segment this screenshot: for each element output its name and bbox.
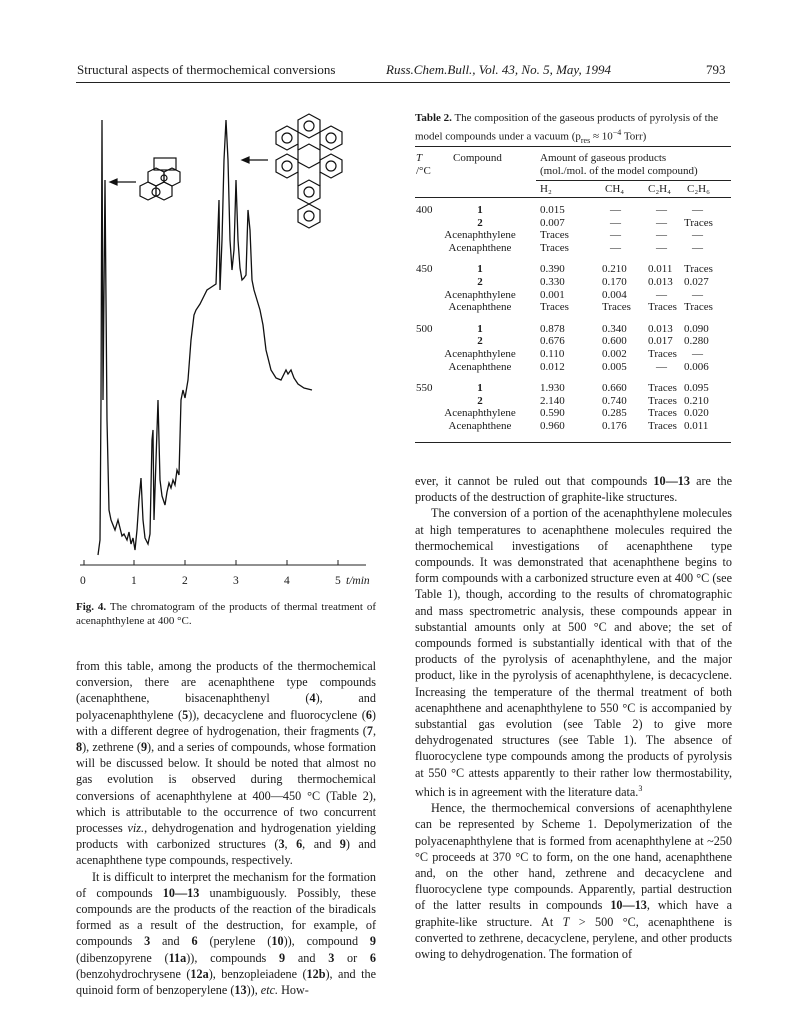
table-cell: — xyxy=(692,288,703,301)
table-head-t: T xyxy=(416,152,423,164)
table-caption xyxy=(415,112,735,147)
table-bottom-rule xyxy=(415,442,731,443)
tick-label: 4 xyxy=(284,575,290,587)
table-cell: 0.015 xyxy=(540,204,565,216)
table-gas-header: C₂H₆ xyxy=(687,183,710,195)
table-cell: 0.330 xyxy=(540,276,565,288)
table-cell: Traces xyxy=(540,229,569,242)
table-cell: 0.012 xyxy=(540,360,565,373)
table-compound: Acenaphthene xyxy=(448,420,512,432)
table-compound: Acenaphthylene xyxy=(444,229,516,242)
table-cell: Traces xyxy=(648,301,677,314)
table-cell: 2.140 xyxy=(540,394,565,407)
table-cell: — xyxy=(656,229,667,242)
table-gas-header: H₂ xyxy=(540,183,552,195)
table-temperature: 400 xyxy=(416,204,433,216)
table-cell: — xyxy=(692,204,703,216)
table-cell: 0.013 xyxy=(648,276,673,288)
table-cell: 0.340 xyxy=(602,322,627,335)
table-cell: Traces xyxy=(540,241,569,254)
table-cell: 0.004 xyxy=(602,288,627,301)
table-compound: 2 xyxy=(477,276,483,288)
table-cell: 0.285 xyxy=(602,407,627,420)
table-compound: Acenaphthylene xyxy=(444,348,516,360)
table-cell: 0.095 xyxy=(684,382,709,395)
table-cell: 0.740 xyxy=(602,394,627,407)
table-head-unit: /°C xyxy=(416,165,431,177)
table-cell: — xyxy=(610,241,621,254)
table-compound: 2 xyxy=(477,216,483,229)
table-cell: Traces xyxy=(684,263,713,276)
table-cell: — xyxy=(692,348,703,360)
table-gas-header: C₂H₄ xyxy=(648,183,671,195)
table-temperature: 500 xyxy=(416,322,433,335)
table-compound: Acenaphthene xyxy=(448,301,512,314)
table-cell: 0.110 xyxy=(540,348,565,360)
table-caption-end: Torr) xyxy=(621,130,647,143)
tick-label: 1 xyxy=(131,575,137,587)
table-cell: — xyxy=(610,216,621,229)
table-cell: — xyxy=(656,288,667,301)
table-cell: 0.878 xyxy=(540,322,565,335)
table-temperature: 450 xyxy=(416,263,433,276)
table-cell: — xyxy=(656,204,667,216)
table-compound: Acenaphthylene xyxy=(444,288,516,301)
table-cell: 0.176 xyxy=(602,420,627,432)
table-caption-label: Table 2. xyxy=(415,112,452,124)
table-compound: 1 xyxy=(477,382,483,395)
table-cell: 0.676 xyxy=(540,335,565,348)
table-cell: 0.280 xyxy=(684,335,709,348)
table-cell: 0.590 xyxy=(540,407,565,420)
table-cell: 0.170 xyxy=(602,276,627,288)
table-cell: — xyxy=(656,360,667,373)
table-head-amount-unit: (mol./mol. of the model compound) xyxy=(540,165,698,177)
table-cell: Traces xyxy=(648,382,677,395)
table-cell: 0.020 xyxy=(684,407,709,420)
table-cell: Traces xyxy=(648,394,677,407)
figure-caption-label: Fig. 4. xyxy=(76,601,107,613)
table-cell: — xyxy=(656,216,667,229)
axis-ticks xyxy=(84,560,338,565)
paragraph: The conversion of a portion of the acenaphthylene molecules at high temperatures to acenaphthene molecules required the thermochemical investigations of acenaphthene type compounds. It was demonstrated that acenaphthene begins to form compounds with a carbonized structure even at 400 °C (see Table 1), though, according to the results of chromatographic and mass spectrometric analysis, these compounds appear in substantial amounts only at 500 °C and above; the set of compounds formed is substantially identical with that of the products of the pyrolysis of acenaphthylene, and the major product, like in the pyrolysis of acenaphthylene, is decacyclene. Increasing the temperature of the thermal treatment of both acenaphthene and acenaphthylene to 550 °C is accompanied by substantial gas evolution (see Table 2) to give more dehydrogenated structures (see Table 1). The absence of fluorocyclene type compounds among the products of pyrolysis at 550 °C attests apparently to their rather low thermostability, which is in agreement with the literature data.$^3$ xyxy=(415,506,732,799)
table-cell: 0.210 xyxy=(602,263,627,276)
header-rule xyxy=(76,82,730,83)
journal-citation: Russ.Chem.Bull., Vol. 43, No. 5, May, 1994 xyxy=(386,62,611,77)
table-cell: 0.011 xyxy=(684,420,709,432)
table-compound: 1 xyxy=(477,322,483,335)
table-cell: 0.660 xyxy=(602,382,627,395)
table-cell: Traces xyxy=(540,301,569,314)
table-top-rule xyxy=(415,146,731,147)
tick-label: 3 xyxy=(233,575,239,587)
tick-label: 5 xyxy=(335,575,341,587)
running-title: Structural aspects of thermochemical conversions xyxy=(77,62,336,77)
table-compound: Acenaphthylene xyxy=(444,407,516,420)
table-caption-superscript: −4 xyxy=(612,127,622,137)
decacyclene-structure-icon xyxy=(276,114,342,228)
paragraph: Hence, the thermochemical conversions of acenaphthylene can be represented by Scheme 1. Depolymerization of the polyacenaphthylene that is formed from acenaphthylene at ~250 °C proceeds at 370 °C to form, on the one hand, acenaphthene and, on the other hand, zethrene and decacyclene and fluorocyclene type compounds. Apparently, partial destruction of the latter results in compounds 10—13, which have a graphite-like structure. At T > 500 °C, acenaphthene is converted to zethrene, decacyclene, perylene, and other products owing to dehydrogenation. The formation of xyxy=(415,801,732,961)
arrow-small-structure xyxy=(110,179,136,185)
table-cell: — xyxy=(692,229,703,242)
table-head-amount: Amount of gaseous products xyxy=(540,152,667,164)
chromatogram-figure xyxy=(76,100,376,620)
table-cell: — xyxy=(610,229,621,242)
table-compound: 1 xyxy=(477,263,483,276)
table-head-compound: Compound xyxy=(453,152,502,164)
table-cell: 0.090 xyxy=(684,322,709,335)
table-caption-text: The composition of the gaseous products of pyrolysis of the model compounds under a vacuum (p xyxy=(415,112,719,143)
paragraph: It is difficult to interpret the mechanism for the formation of compounds 10—13 unambiguously. Possibly, these compounds are the products of the reaction of the biradicals formed as a result of the destruction, for example, of compounds 3 and 6 (perylene (10)), compound 9 (dibenzopyrene (11a)), compounds 9 and 3 or 6 (benzohydrochrysene (12a), benzopleiadene (12b), and the quinoid form of benzoperylene (13)), etc. How- xyxy=(76,869,376,998)
paragraph: from this table, among the products of the thermochemical conversion, there are acenaphthene type compounds (acenaphthene, bisacenaphthenyl (4), and polyacenaphthylene (5)), decacyclene and fluorocyclene (6) with a different degree of hydrogenation, their fragments (7, 8), zethrene (9), and a series of compounds, whose formation will be discussed below. It should be noted that almost no gas evolution is observed during thermochemical conversions of acenaphthylene at 400—450 °C (Table 2), which is attributable to the occurrence of two concurrent processes viz., dehydrogenation and hydrogenation yielding products with carbonized structures (3, 6, and 9) and acenaphthene type compounds, respectively. xyxy=(76,659,377,868)
chromatogram-plot xyxy=(76,100,376,580)
table-cell: — xyxy=(692,241,703,254)
table-cell: 0.006 xyxy=(684,360,709,373)
table-compound: Acenaphthene xyxy=(448,241,512,254)
table-cell: Traces xyxy=(684,216,713,229)
table-cell: 0.960 xyxy=(540,420,565,432)
table-cell: — xyxy=(656,241,667,254)
arrow-large-structure xyxy=(242,157,268,163)
tick-label: 2 xyxy=(182,575,188,587)
table-subhead-rule xyxy=(536,180,731,181)
table-head-rule xyxy=(415,197,731,198)
table-cell: 0.390 xyxy=(540,263,565,276)
table-temperature: 550 xyxy=(416,382,433,395)
left-text-column xyxy=(76,658,376,998)
table-cell: 0.600 xyxy=(602,335,627,348)
table-cell: 1.930 xyxy=(540,382,565,395)
page-number: 793 xyxy=(706,62,726,77)
table-caption-subscript: res xyxy=(580,135,591,145)
table-cell: Traces xyxy=(648,420,677,432)
tick-label: 0 xyxy=(80,575,86,587)
table-cell: 0.001 xyxy=(540,288,565,301)
table-gas-header: CH₄ xyxy=(605,183,625,195)
table-compound: Acenaphthene xyxy=(448,360,512,373)
table-caption-tail: ≈ 10 xyxy=(590,130,613,143)
chromatogram-trace xyxy=(98,120,312,555)
table-cell: 0.005 xyxy=(602,360,627,373)
table-cell: 0.007 xyxy=(540,216,565,229)
table-cell: 0.011 xyxy=(648,263,673,276)
table-cell: Traces xyxy=(684,301,713,314)
table-compound: 1 xyxy=(477,204,483,216)
table-cell: 0.027 xyxy=(684,276,709,288)
axis-unit-label: t/min xyxy=(346,575,370,587)
paragraph: ever, it cannot be ruled out that compounds 10—13 are the products of the destruction of graphite-like structures. xyxy=(415,474,732,505)
table-cell: Traces xyxy=(602,301,631,314)
table-compound: 2 xyxy=(477,394,483,407)
right-text-column xyxy=(415,473,732,962)
table-cell: Traces xyxy=(648,407,677,420)
table-cell: 0.002 xyxy=(602,348,627,360)
table-cell: — xyxy=(610,204,621,216)
table-cell: Traces xyxy=(648,348,677,360)
figure-caption-text: The chromatogram of the products of thermal treatment of acenaphthylene at 400 °C. xyxy=(76,601,377,627)
table-cell: 0.210 xyxy=(684,394,709,407)
table-cell: 0.013 xyxy=(648,322,673,335)
figure-caption xyxy=(76,601,376,628)
table-compound: 2 xyxy=(477,335,483,348)
table-cell: 0.017 xyxy=(648,335,673,348)
acenaphthene-structure-icon xyxy=(140,158,180,200)
